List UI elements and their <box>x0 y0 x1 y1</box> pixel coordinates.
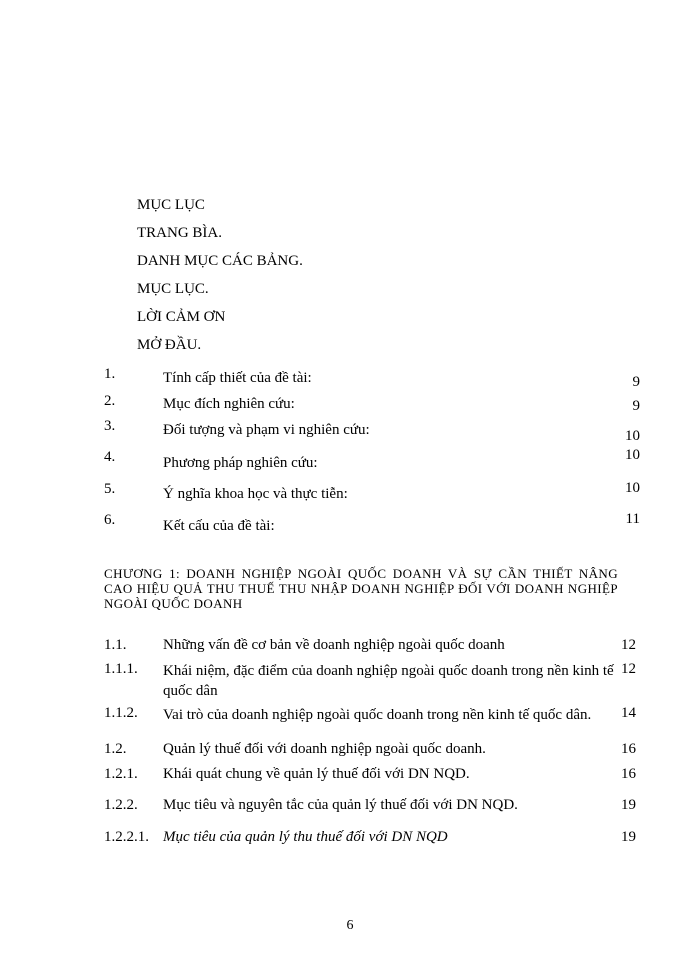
toc-page: 12 <box>621 661 636 677</box>
intro-item-label: Đối tượng và phạm vi nghiên cứu: <box>163 422 370 438</box>
toc-number: 1.2.2.1. <box>104 829 149 845</box>
toc-number: 1.2.1. <box>104 766 138 782</box>
toc-page: 14 <box>621 705 636 721</box>
toc-page: 16 <box>621 741 636 757</box>
intro-item-number: 1. <box>104 366 116 382</box>
intro-item-page: 10 <box>625 447 640 463</box>
toc-label: Vai trò của doanh nghiệp ngoài quốc doanh trong nền kinh tế quốc dân. <box>163 707 592 723</box>
intro-item-page: 10 <box>625 428 640 444</box>
intro-item-label: Kết cấu của đề tài: <box>163 518 275 534</box>
intro-item-page: 11 <box>625 511 640 527</box>
toc-number: 1.2.2. <box>104 797 138 813</box>
toc-number: 1.1.2. <box>104 705 138 721</box>
toc-page: 16 <box>621 766 636 782</box>
chapter-heading: CHƯƠNG 1: DOANH NGHIỆP NGOÀI QUỐC DOANH VÀ SỰ CẦN THIẾT NÂNG CAO HIỆU QUẢ THU THUẾ THU NHẬP DOANH NGHIỆP ĐỐI VỚI DOANH NGHIỆP NGOÀI QUỐC DOANH <box>104 566 618 611</box>
front-matter-item: MỤC LỤC. <box>137 281 209 297</box>
front-matter-item: LỜI CẢM ƠN <box>137 309 226 325</box>
toc-label: Khái niệm, đặc điểm của doanh nghiệp ngoài quốc doanh trong nền kinh tế quốc dân <box>163 663 614 699</box>
intro-item-number: 5. <box>104 481 116 497</box>
toc-label: Những vấn đề cơ bản về doanh nghiệp ngoài quốc doanh <box>163 637 505 653</box>
toc-label: Mục tiêu của quản lý thu thuế đối với DN NQD <box>163 829 448 845</box>
toc-page: 19 <box>621 829 636 845</box>
front-matter-item: MỞ ĐẦU. <box>137 337 202 353</box>
intro-item-label: Phương pháp nghiên cứu: <box>163 455 318 471</box>
front-matter-item: MỤC LỤC <box>137 197 205 213</box>
intro-item-label: Mục đích nghiên cứu: <box>163 396 295 412</box>
front-matter-item: DANH MỤC CÁC BẢNG. <box>137 253 303 269</box>
intro-item-number: 2. <box>104 393 116 409</box>
toc-number: 1.2. <box>104 741 127 757</box>
intro-item-page: 9 <box>632 398 640 414</box>
toc-number: 1.1. <box>104 637 127 653</box>
intro-item-page: 10 <box>625 480 640 496</box>
intro-item-label: Tính cấp thiết của đề tài: <box>163 370 312 386</box>
page-number: 6 <box>346 918 354 933</box>
toc-page: 19 <box>621 797 636 813</box>
intro-item-page: 9 <box>632 374 640 390</box>
toc-number: 1.1.1. <box>104 661 138 677</box>
intro-item-number: 3. <box>104 418 116 434</box>
intro-item-number: 4. <box>104 449 116 465</box>
intro-item-number: 6. <box>104 512 116 528</box>
front-matter-item: TRANG BÌA. <box>137 225 222 241</box>
toc-label: Quản lý thuế đối với doanh nghiệp ngoài quốc doanh. <box>163 741 486 757</box>
intro-item-label: Ý nghĩa khoa học và thực tiễn: <box>163 486 348 502</box>
toc-label: Khái quát chung về quản lý thuế đối với DN NQD. <box>163 766 470 782</box>
toc-label: Mục tiêu và nguyên tắc của quản lý thuế đối với DN NQD. <box>163 797 518 813</box>
toc-page: 12 <box>621 637 636 653</box>
